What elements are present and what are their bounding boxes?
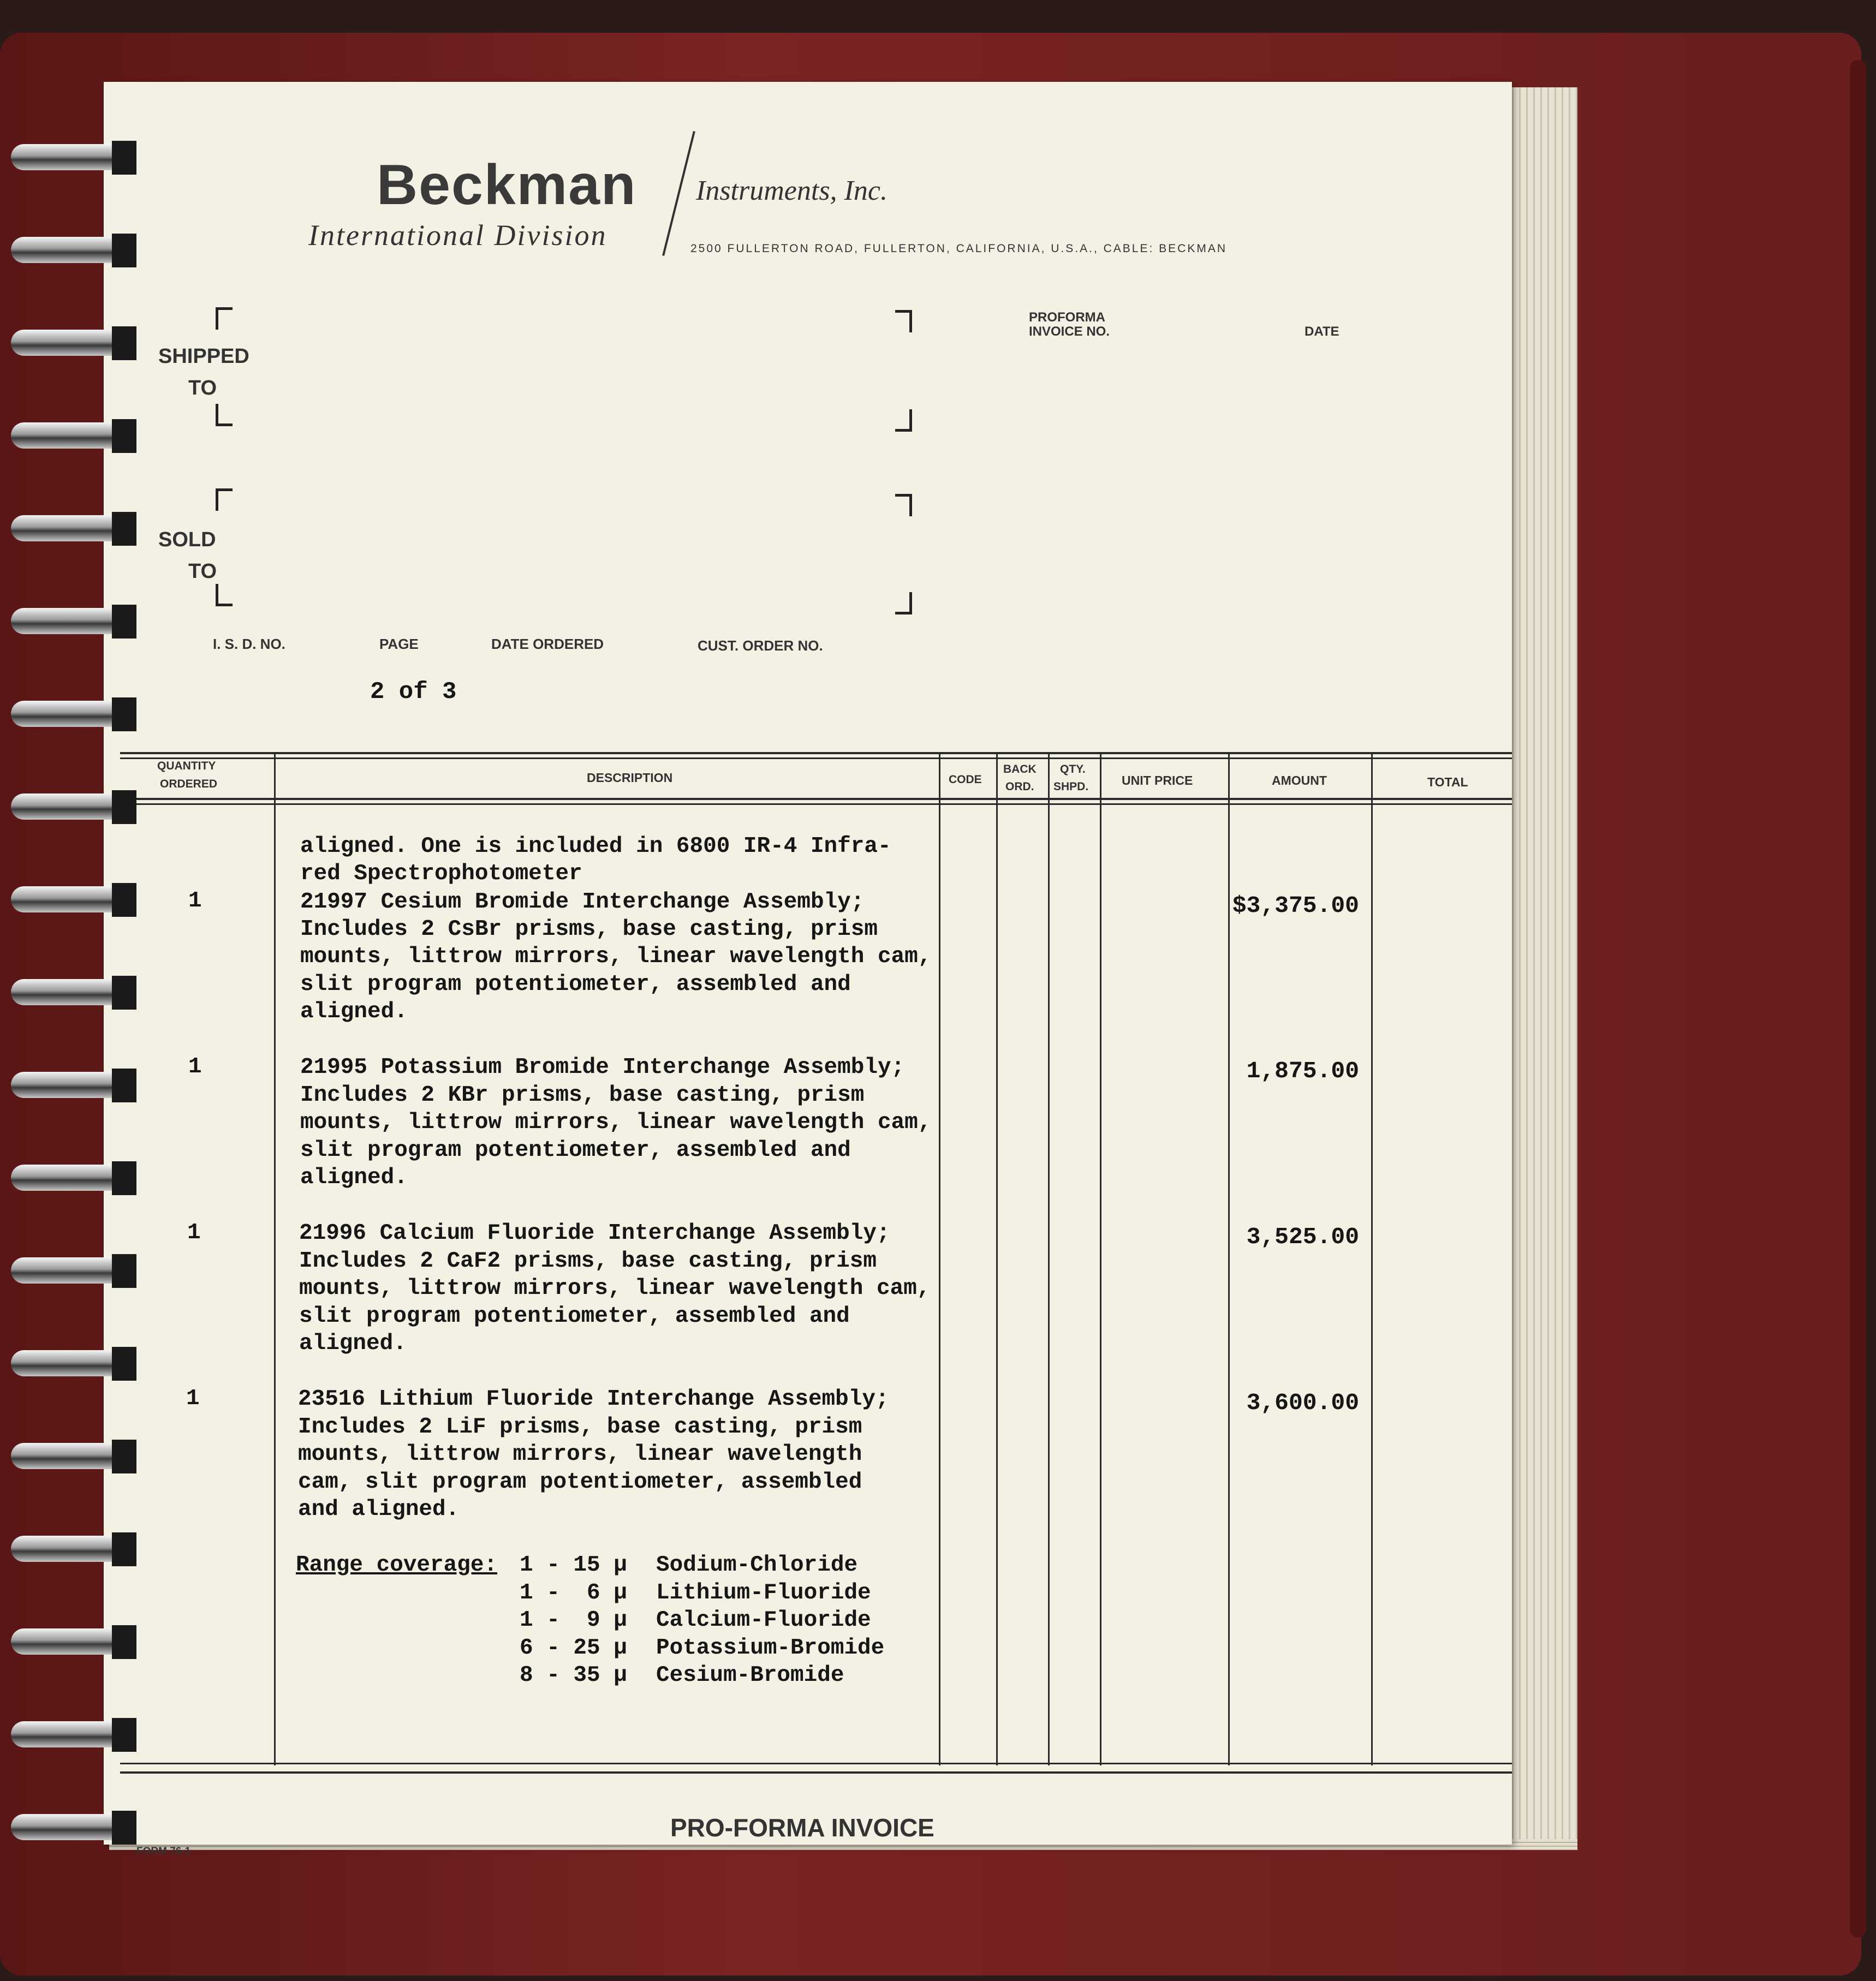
binder-ring	[11, 1807, 139, 1846]
shipped-to-corner-tl	[216, 307, 233, 330]
sold-to-corner-bl	[216, 584, 233, 606]
range-material: Sodium-Chloride	[656, 1553, 858, 1578]
date-ordered-label: DATE ORDERED	[491, 636, 604, 652]
range-value: 6 - 25 μ	[520, 1636, 627, 1661]
binder-ring	[11, 138, 139, 176]
item-description-line: slit program potentiometer, assembled and	[299, 1304, 850, 1329]
header-bottom-rule	[120, 798, 1512, 800]
range-material: Calcium-Fluoride	[656, 1608, 871, 1633]
invoice-page	[104, 82, 1512, 1857]
binder-ring	[11, 880, 139, 918]
binder-ring	[11, 1529, 139, 1567]
binder-ring	[11, 1715, 139, 1753]
item-description-line: aligned.	[300, 999, 408, 1024]
isd-no-label: I. S. D. NO.	[213, 636, 285, 652]
continuation-line: red Spectrophotometer	[300, 861, 582, 886]
page-stack-edge	[1506, 87, 1577, 1839]
col-divider-desc	[939, 753, 940, 1765]
table-bottom-rule-2	[120, 1771, 1512, 1774]
col-header-qty-2: SHPD.	[1053, 780, 1089, 793]
item-description-line: cam, slit program potentiometer, assembled	[298, 1470, 862, 1495]
shipped-to-label: TO	[188, 377, 217, 399]
sold-to-corner-br	[895, 592, 912, 614]
col-divider-qtyshpd	[1100, 753, 1101, 1765]
binder-ring	[11, 230, 139, 268]
binder-ring	[11, 1436, 139, 1475]
item-amount: 1,875.00	[1246, 1058, 1359, 1084]
item-quantity: 1	[187, 1220, 201, 1245]
shipped-to-corner-tr	[895, 310, 912, 332]
binder-ring	[11, 323, 139, 361]
item-description-line: mounts, littrow mirrors, linear wavelength cam,	[300, 1110, 932, 1135]
item-description-line: 21996 Calcium Fluoride Interchange Assembly;	[299, 1221, 890, 1246]
page-value: 2 of 3	[370, 678, 457, 706]
item-quantity: 1	[188, 888, 202, 914]
item-description-line: 21997 Cesium Bromide Interchange Assembly;	[300, 890, 865, 915]
proforma-label-1: PROFORMA	[1029, 310, 1105, 325]
col-header-total: TOTAL	[1427, 775, 1468, 789]
item-description-line: mounts, littrow mirrors, linear wavelength cam,	[300, 944, 932, 969]
shipped-to-corner-bl	[216, 404, 233, 426]
continuation-line: aligned. One is included in 6800 IR-4 Infra-	[300, 834, 891, 859]
col-divider-back	[1048, 753, 1050, 1765]
sold-label: SOLD	[158, 528, 216, 551]
item-quantity: 1	[188, 1054, 202, 1079]
company-name: Instruments, Inc.	[696, 175, 888, 206]
col-header-description: DESCRIPTION	[587, 771, 673, 785]
item-amount: $3,375.00	[1232, 892, 1359, 919]
item-description-line: slit program potentiometer, assembled and	[300, 972, 851, 997]
division-name: International Division	[308, 219, 608, 252]
item-quantity: 1	[186, 1386, 200, 1411]
shipped-label: SHIPPED	[158, 345, 249, 368]
cust-order-no-label: CUST. ORDER NO.	[698, 637, 823, 654]
item-description-line: Includes 2 KBr prisms, base casting, prism	[300, 1083, 865, 1108]
binder-ring	[11, 416, 139, 454]
col-header-unit-price: UNIT PRICE	[1122, 773, 1193, 787]
binder-ring	[11, 1344, 139, 1382]
col-header-back-1: BACK	[1003, 763, 1037, 775]
binder-ring	[11, 1065, 139, 1103]
footer-title: PRO-FORMA INVOICE	[670, 1813, 934, 1842]
range-value: 1 - 6 μ	[520, 1580, 627, 1606]
col-divider-amount	[1371, 753, 1373, 1765]
col-header-quantity-1: QUANTITY	[157, 760, 216, 772]
table-top-rule-2	[120, 757, 1512, 759]
item-amount: 3,525.00	[1246, 1224, 1359, 1250]
range-value: 1 - 15 μ	[520, 1553, 627, 1578]
range-coverage-label: Range coverage:	[296, 1553, 498, 1578]
col-header-back-2: ORD.	[1005, 780, 1034, 793]
binder-ring	[11, 1158, 139, 1196]
col-divider-qty	[274, 753, 276, 1765]
range-material: Cesium-Bromide	[656, 1663, 844, 1688]
table-top-rule	[120, 752, 1512, 754]
brand-logo: Beckman	[377, 153, 637, 217]
item-description-line: and aligned.	[298, 1497, 460, 1522]
shipped-to-corner-br	[895, 409, 912, 432]
item-description-line: aligned.	[299, 1331, 407, 1356]
col-divider-code	[996, 753, 998, 1765]
item-description-line: mounts, littrow mirrors, linear wavelength	[298, 1442, 862, 1467]
binder-ring	[11, 972, 139, 1011]
sold-to-corner-tl	[216, 488, 233, 511]
proforma-label-2: INVOICE NO.	[1029, 324, 1110, 339]
binder-ring	[11, 1622, 139, 1660]
range-value: 8 - 35 μ	[520, 1663, 627, 1688]
letterhead-slash	[662, 131, 695, 256]
sold-to-label: TO	[188, 560, 217, 583]
item-description-line: mounts, littrow mirrors, linear wavelength cam,	[299, 1276, 931, 1301]
binder-ring	[11, 694, 139, 732]
binder-ring	[11, 1251, 139, 1289]
page-label: PAGE	[379, 636, 419, 652]
date-label: DATE	[1305, 324, 1339, 339]
item-amount: 3,600.00	[1246, 1389, 1359, 1416]
range-material: Potassium-Bromide	[656, 1636, 885, 1661]
item-description-line: 23516 Lithium Fluoride Interchange Assembly;	[298, 1387, 889, 1412]
sold-to-corner-tr	[895, 494, 912, 516]
company-address: 2500 FULLERTON ROAD, FULLERTON, CALIFORNIA, U.S.A., CABLE: BECKMAN	[690, 242, 1228, 255]
range-material: Lithium-Fluoride	[656, 1580, 871, 1606]
binder-ring	[11, 509, 139, 547]
header-bottom-rule-2	[120, 803, 1512, 805]
binder-ring	[11, 787, 139, 825]
col-header-qty-1: QTY.	[1060, 763, 1086, 775]
item-description-line: Includes 2 CsBr prisms, base casting, prism	[300, 917, 878, 942]
item-description-line: aligned.	[300, 1165, 408, 1190]
item-description-line: slit program potentiometer, assembled and	[300, 1138, 851, 1163]
item-description-line: 21995 Potassium Bromide Interchange Assembly;	[300, 1055, 905, 1080]
col-header-amount: AMOUNT	[1272, 773, 1327, 787]
col-header-code: CODE	[949, 773, 982, 786]
item-description-line: Includes 2 LiF prisms, base casting, prism	[298, 1415, 862, 1440]
binder-edge	[1850, 60, 1866, 1937]
binder-ring	[11, 601, 139, 640]
range-value: 1 - 9 μ	[520, 1608, 627, 1633]
col-header-quantity-2: ORDERED	[160, 778, 218, 790]
form-number: FORM 76-1	[136, 1846, 191, 1857]
spiral-binding	[0, 0, 142, 1981]
table-bottom-rule	[120, 1763, 1512, 1764]
item-description-line: Includes 2 CaF2 prisms, base casting, prism	[299, 1249, 877, 1274]
